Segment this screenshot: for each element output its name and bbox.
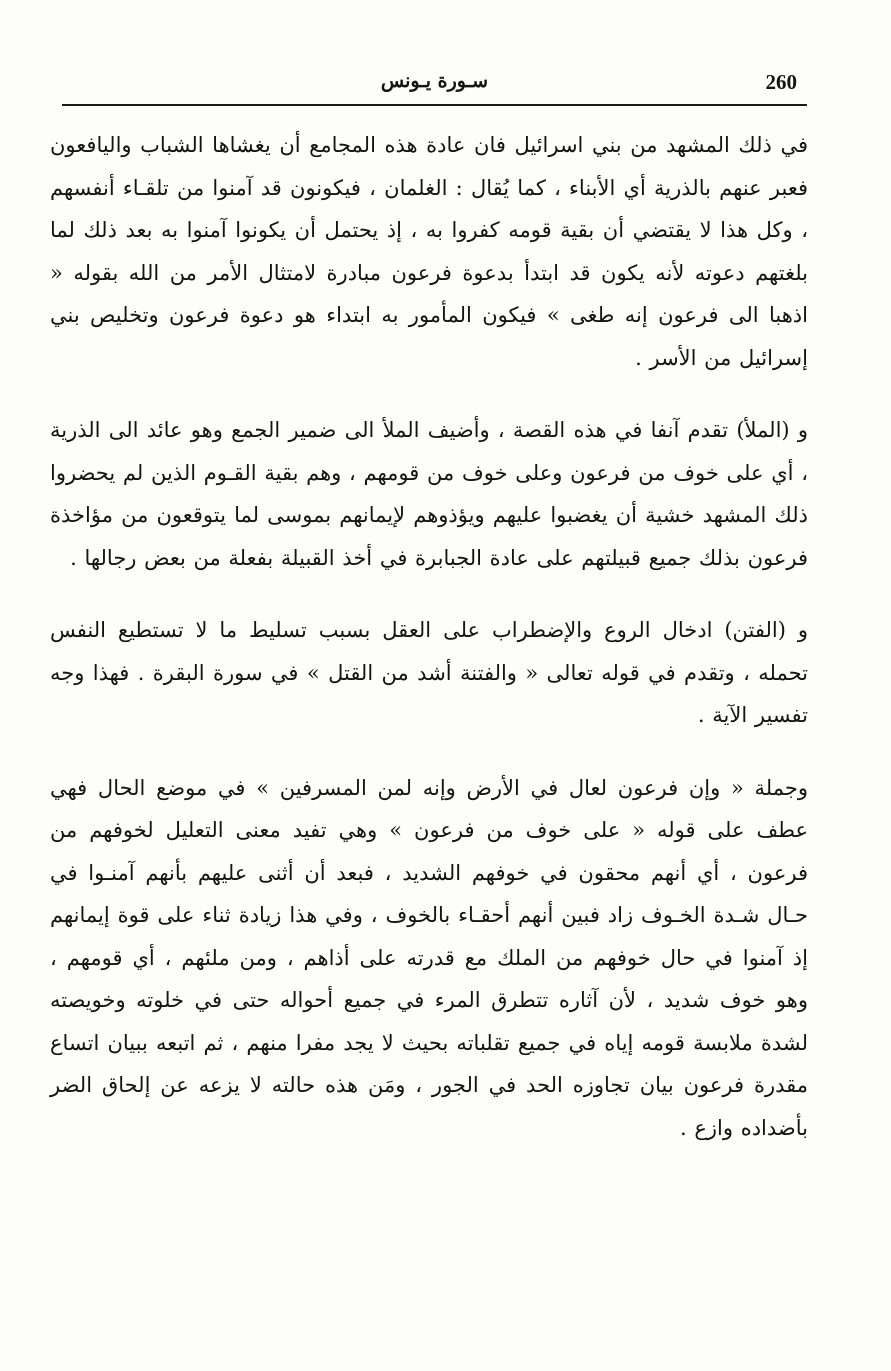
paragraph-gap xyxy=(50,379,808,409)
page-body xyxy=(50,124,808,1149)
page-header xyxy=(62,62,807,106)
paragraph-3: و (الفتن) ادخال الروع والإضطراب على العقل بسبب تسليط ما لا تستطيع النفس تحمله ، وتقدم في قوله تعالى « والفتنة أشد من القتل » في سورة البقرة . فهذا وجه تفسير الآية . xyxy=(50,618,808,727)
page-number: 260 xyxy=(765,70,797,94)
paragraph-gap xyxy=(50,737,808,767)
paragraph-1: في ذلك المشهد من بني اسرائيل فان عادة هذه المجامع أن يغشاها الشباب واليافعون فعبر عنهم بالذرية أي الأبناء ، كما يُقال : الغلمان ، فيكونون قد آمنوا من تلقـاء أنفسهم ، وكل هذا لا يقتضي أن بقية قومه كفروا به ، إذ يحتمل أن يكونوا آمنوا به بعد ذلك لما بلغتهم دعوته لأنه يكون قد ابتدأ بدعوة فرعون مبادرة لامتثال الأمر من الله بقوله « اذهبا الى فرعون إنه طغى » فيكون المأمور به ابتداء هو دعوة فرعون وتخليص بني إسرائيل من الأسر . xyxy=(50,133,808,370)
surah-title: سـورة يـونس xyxy=(380,70,489,92)
paragraph-gap xyxy=(50,579,808,609)
paragraph-4: وجملة « وإن فرعون لعال في الأرض وإنه لمن المسرفين » في موضع الحال فهي عطف على قوله « على خوف من فرعون » وهي تفيد معنى التعليل لخوفهم من فرعون ، أي أنهم محقون في خوفهم الشديد ، فبعد أن أثنى عليهم بأنهم آمنـوا في حـال شـدة الخـوف زاد فبين أنهم أحقـاء بالخوف ، وفي هذا زيادة ثناء على قوة إيمانهم إذ آمنوا في حال خوفهم من الملك مع قدرته على أذاهم ، ومن ملئهم ، أي قومهم ، وهو خوف شديد ، لأن آثاره تتطرق المرء في جميع أحواله حتى في خلوته وخويصته لشدة ملابسة قومه إياه في جميع تقلباته بحيث لا يجد مفرا منهم ، ثم اتبعه ببيان اتساع مقدرة فرعون بيان تجاوزه الحد في الجور ، ومَن هذه حالته لا يزعه عن إلحاق الضر بأضداده وازع . xyxy=(50,775,808,1140)
paragraph-2: و (الملأ) تقدم آنفا في هذه القصة ، وأضيف الملأ الى ضمير الجمع وهو عائد الى الذرية ، أي على خوف من فرعون وعلى خوف من قومهم ، وهم بقية القـوم الذين لم يحضروا ذلك المشهد خشية أن يغضبوا عليهم ويؤذوهم لإيمانهم بموسى لما يتوقعون من مؤاخذة فرعون بذلك جميع قبيلتهم على عادة الجبابرة في أخذ القبيلة بفعلة من بعض رجالها . xyxy=(50,418,808,570)
header-divider xyxy=(62,104,807,106)
